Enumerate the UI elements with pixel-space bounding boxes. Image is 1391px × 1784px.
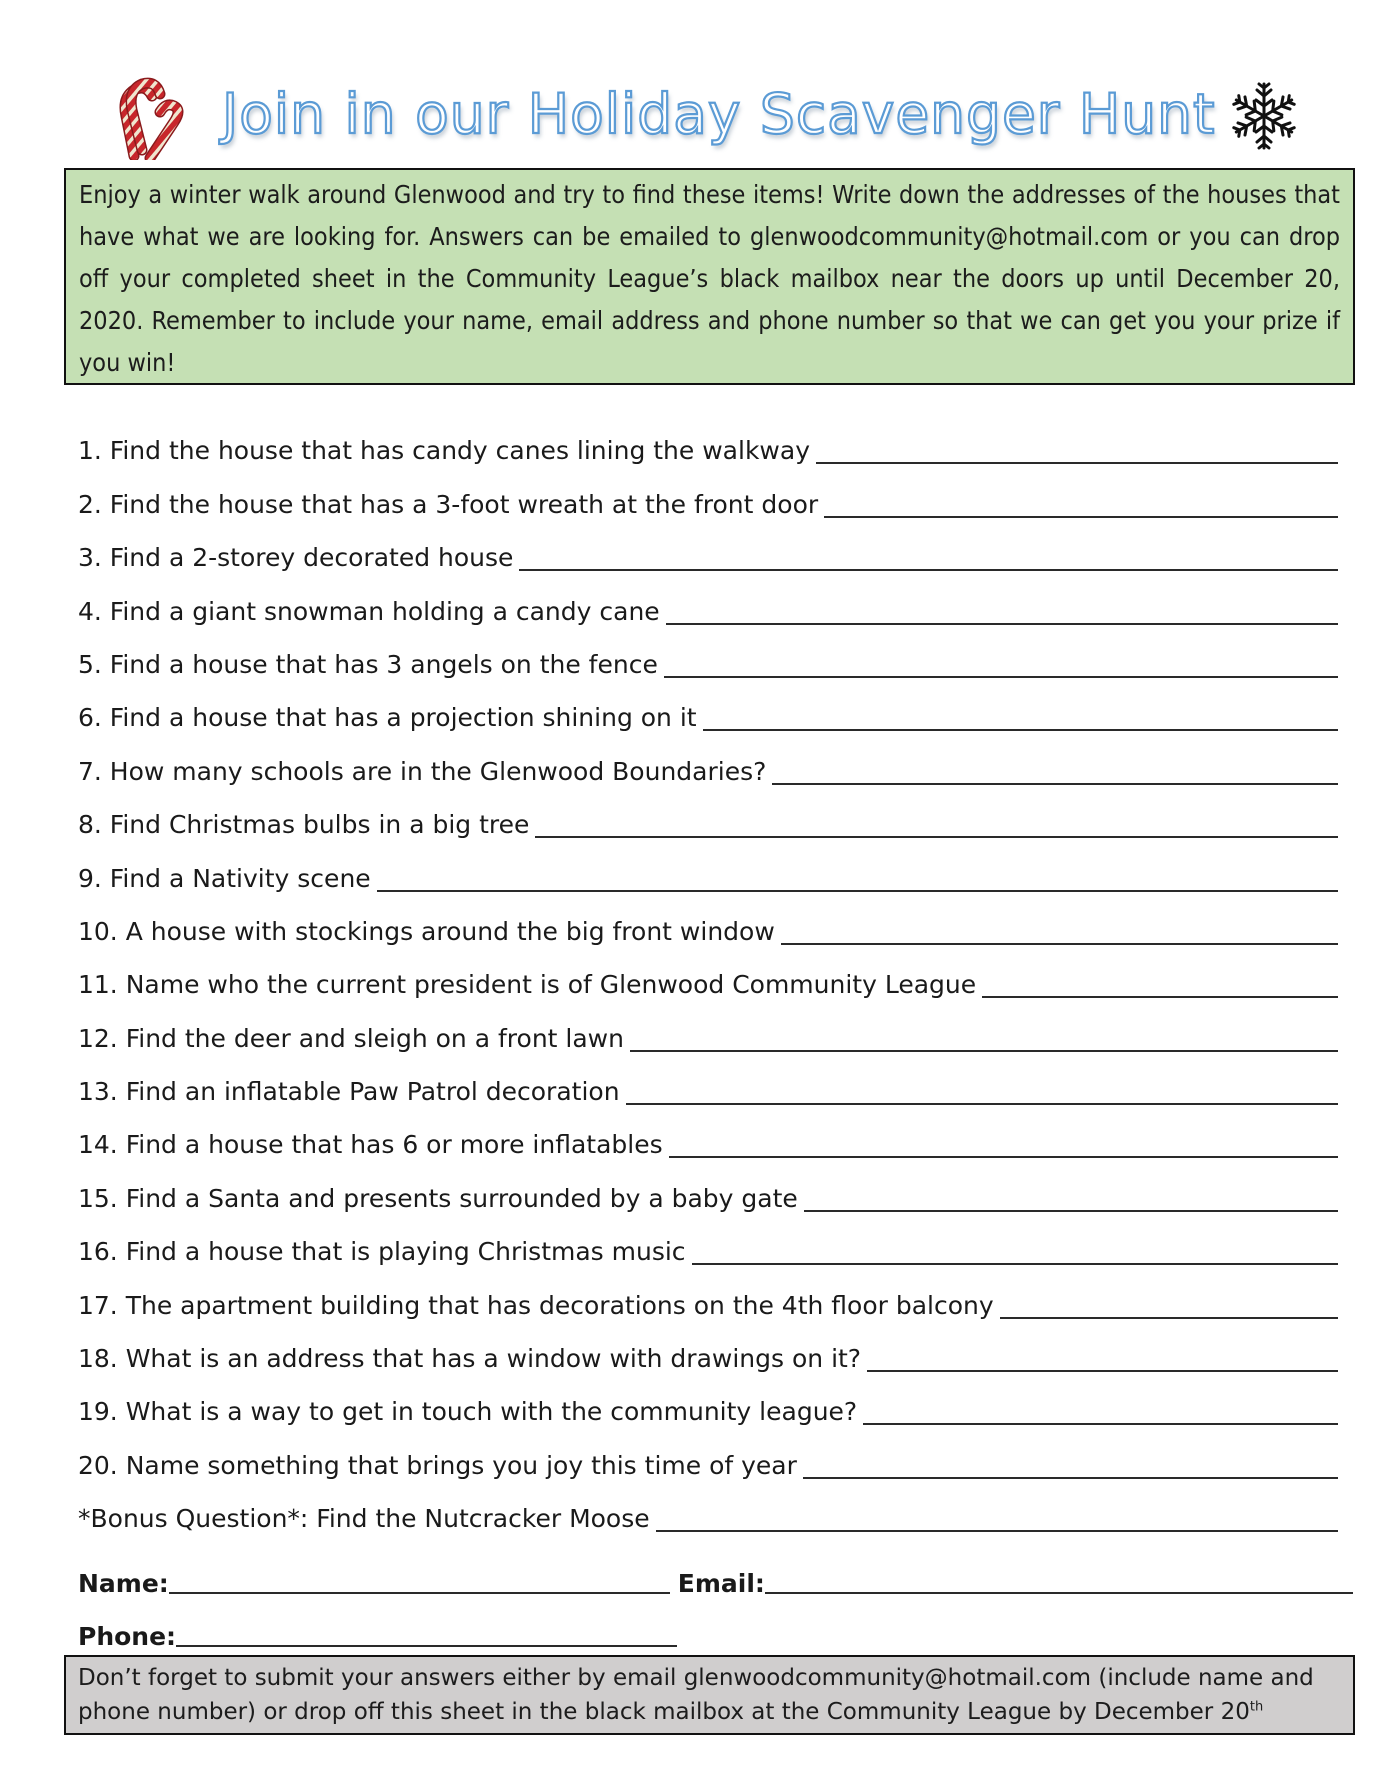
answer-field[interactable]	[703, 699, 1338, 731]
question-text: 14. Find a house that has 6 or more inflatables	[78, 1130, 663, 1160]
question-text: 17. The apartment building that has decorations on the 4th floor balcony	[78, 1290, 994, 1320]
list-item	[78, 789, 1338, 842]
phone-label: Phone:	[78, 1622, 177, 1651]
question-text: 2. Find the house that has a 3-foot wreath at the front door	[78, 489, 819, 519]
answer-field[interactable]	[867, 1340, 1338, 1372]
list-item	[78, 1269, 1338, 1322]
answer-field[interactable]	[816, 432, 1338, 464]
question-text: 11. Name who the current president is of Glenwood Community League	[78, 970, 977, 1000]
page-title: Join in our Holiday Scavenger Hunt	[222, 82, 1216, 146]
answer-field[interactable]	[772, 753, 1338, 785]
question-text: 4. Find a giant snowman holding a candy cane	[78, 596, 660, 626]
list-item	[78, 896, 1338, 949]
question-text: 10. A house with stockings around the big front window	[78, 916, 775, 946]
answer-field[interactable]	[804, 1180, 1338, 1212]
list-item	[78, 1056, 1338, 1109]
email-field[interactable]	[765, 1562, 1353, 1594]
question-text: 8. Find Christmas bulbs in a big tree	[78, 810, 530, 840]
name-email-row	[78, 1545, 1353, 1598]
question-text: 9. Find a Nativity scene	[78, 863, 371, 893]
instructions-text: Enjoy a winter walk around Glenwood and try to find these items! Write down the addresses of the houses that have what we are looking for. Answers can be emailed to glenwoodcommunity@hotmail.com or you can drop off your completed sheet in the Community League’s black mailbox near the doors up until December 20, 2020. Remember to include your name, email address and phone number so that we can get you your prize if you win!	[79, 180, 1340, 377]
list-item	[78, 468, 1338, 521]
list-item	[78, 629, 1338, 682]
page-header	[0, 70, 1391, 165]
answer-field[interactable]	[519, 539, 1338, 571]
answer-field[interactable]	[982, 966, 1338, 998]
question-text: 6. Find a house that has a projection shining on it	[78, 703, 697, 733]
answer-field[interactable]	[656, 1500, 1338, 1532]
name-field[interactable]	[169, 1562, 670, 1594]
answer-field[interactable]	[1000, 1287, 1338, 1319]
answer-field[interactable]	[863, 1393, 1338, 1425]
list-item	[78, 522, 1338, 575]
reminder-box	[64, 1655, 1355, 1735]
candy-canes-icon	[112, 76, 192, 160]
reminder-line-1: Don’t forget to submit your answers either by email glenwoodcommunity@hotmail.com (include name and	[78, 1665, 1314, 1691]
email-label: Email:	[677, 1569, 765, 1598]
question-text: 20. Name something that brings you joy this time of year	[78, 1450, 797, 1480]
list-item	[78, 682, 1338, 735]
answer-field[interactable]	[803, 1447, 1338, 1479]
name-label: Name:	[78, 1569, 169, 1598]
reminder-line-2: phone number) or drop off this sheet in the black mailbox at the Community League by December 20	[78, 1699, 1250, 1725]
list-item	[78, 842, 1338, 895]
list-item	[78, 1323, 1338, 1376]
answer-field[interactable]	[630, 1020, 1338, 1052]
list-item	[78, 1109, 1338, 1162]
question-text: 19. What is a way to get in touch with the community league?	[78, 1397, 858, 1427]
question-text: 12. Find the deer and sleigh on a front lawn	[78, 1023, 624, 1053]
contact-form	[78, 1545, 1353, 1651]
list-item	[78, 1429, 1338, 1482]
phone-row	[78, 1598, 1353, 1651]
answer-field[interactable]	[535, 806, 1338, 838]
list-item	[78, 949, 1338, 1002]
reminder-text	[66, 1657, 1353, 1733]
list-item	[78, 1376, 1338, 1429]
question-text: *Bonus Question*: Find the Nutcracker Moose	[78, 1504, 650, 1534]
answer-field[interactable]	[377, 860, 1338, 892]
question-text: 18. What is an address that has a window with drawings on it?	[78, 1344, 862, 1374]
list-item	[78, 1162, 1338, 1215]
question-text: 13. Find an inflatable Paw Patrol decoration	[78, 1077, 620, 1107]
list-item	[78, 735, 1338, 788]
list-item	[78, 1002, 1338, 1055]
answer-field[interactable]	[692, 1233, 1338, 1265]
question-text: 7. How many schools are in the Glenwood Boundaries?	[78, 756, 767, 786]
phone-field[interactable]	[176, 1615, 677, 1647]
question-text: 3. Find a 2-storey decorated house	[78, 543, 514, 573]
list-item	[78, 1216, 1338, 1269]
list-item	[78, 575, 1338, 628]
question-text: 16. Find a house that is playing Christmas music	[78, 1237, 686, 1267]
answer-field[interactable]	[626, 1073, 1338, 1105]
answer-field[interactable]	[781, 913, 1338, 945]
snowflake-icon	[1228, 80, 1300, 152]
question-text: 1. Find the house that has candy canes lining the walkway	[78, 436, 810, 466]
list-item	[78, 415, 1338, 468]
question-text: 15. Find a Santa and presents surrounded by a baby gate	[78, 1183, 798, 1213]
answer-field[interactable]	[669, 1126, 1338, 1158]
answer-field[interactable]	[664, 646, 1338, 678]
list-item	[78, 1483, 1338, 1536]
question-text: 5. Find a house that has 3 angels on the fence	[78, 649, 658, 679]
instructions-box	[64, 168, 1355, 385]
answer-field[interactable]	[666, 593, 1338, 625]
scavenger-list	[78, 415, 1338, 1536]
reminder-superscript: th	[1249, 1699, 1264, 1715]
answer-field[interactable]	[824, 486, 1338, 518]
